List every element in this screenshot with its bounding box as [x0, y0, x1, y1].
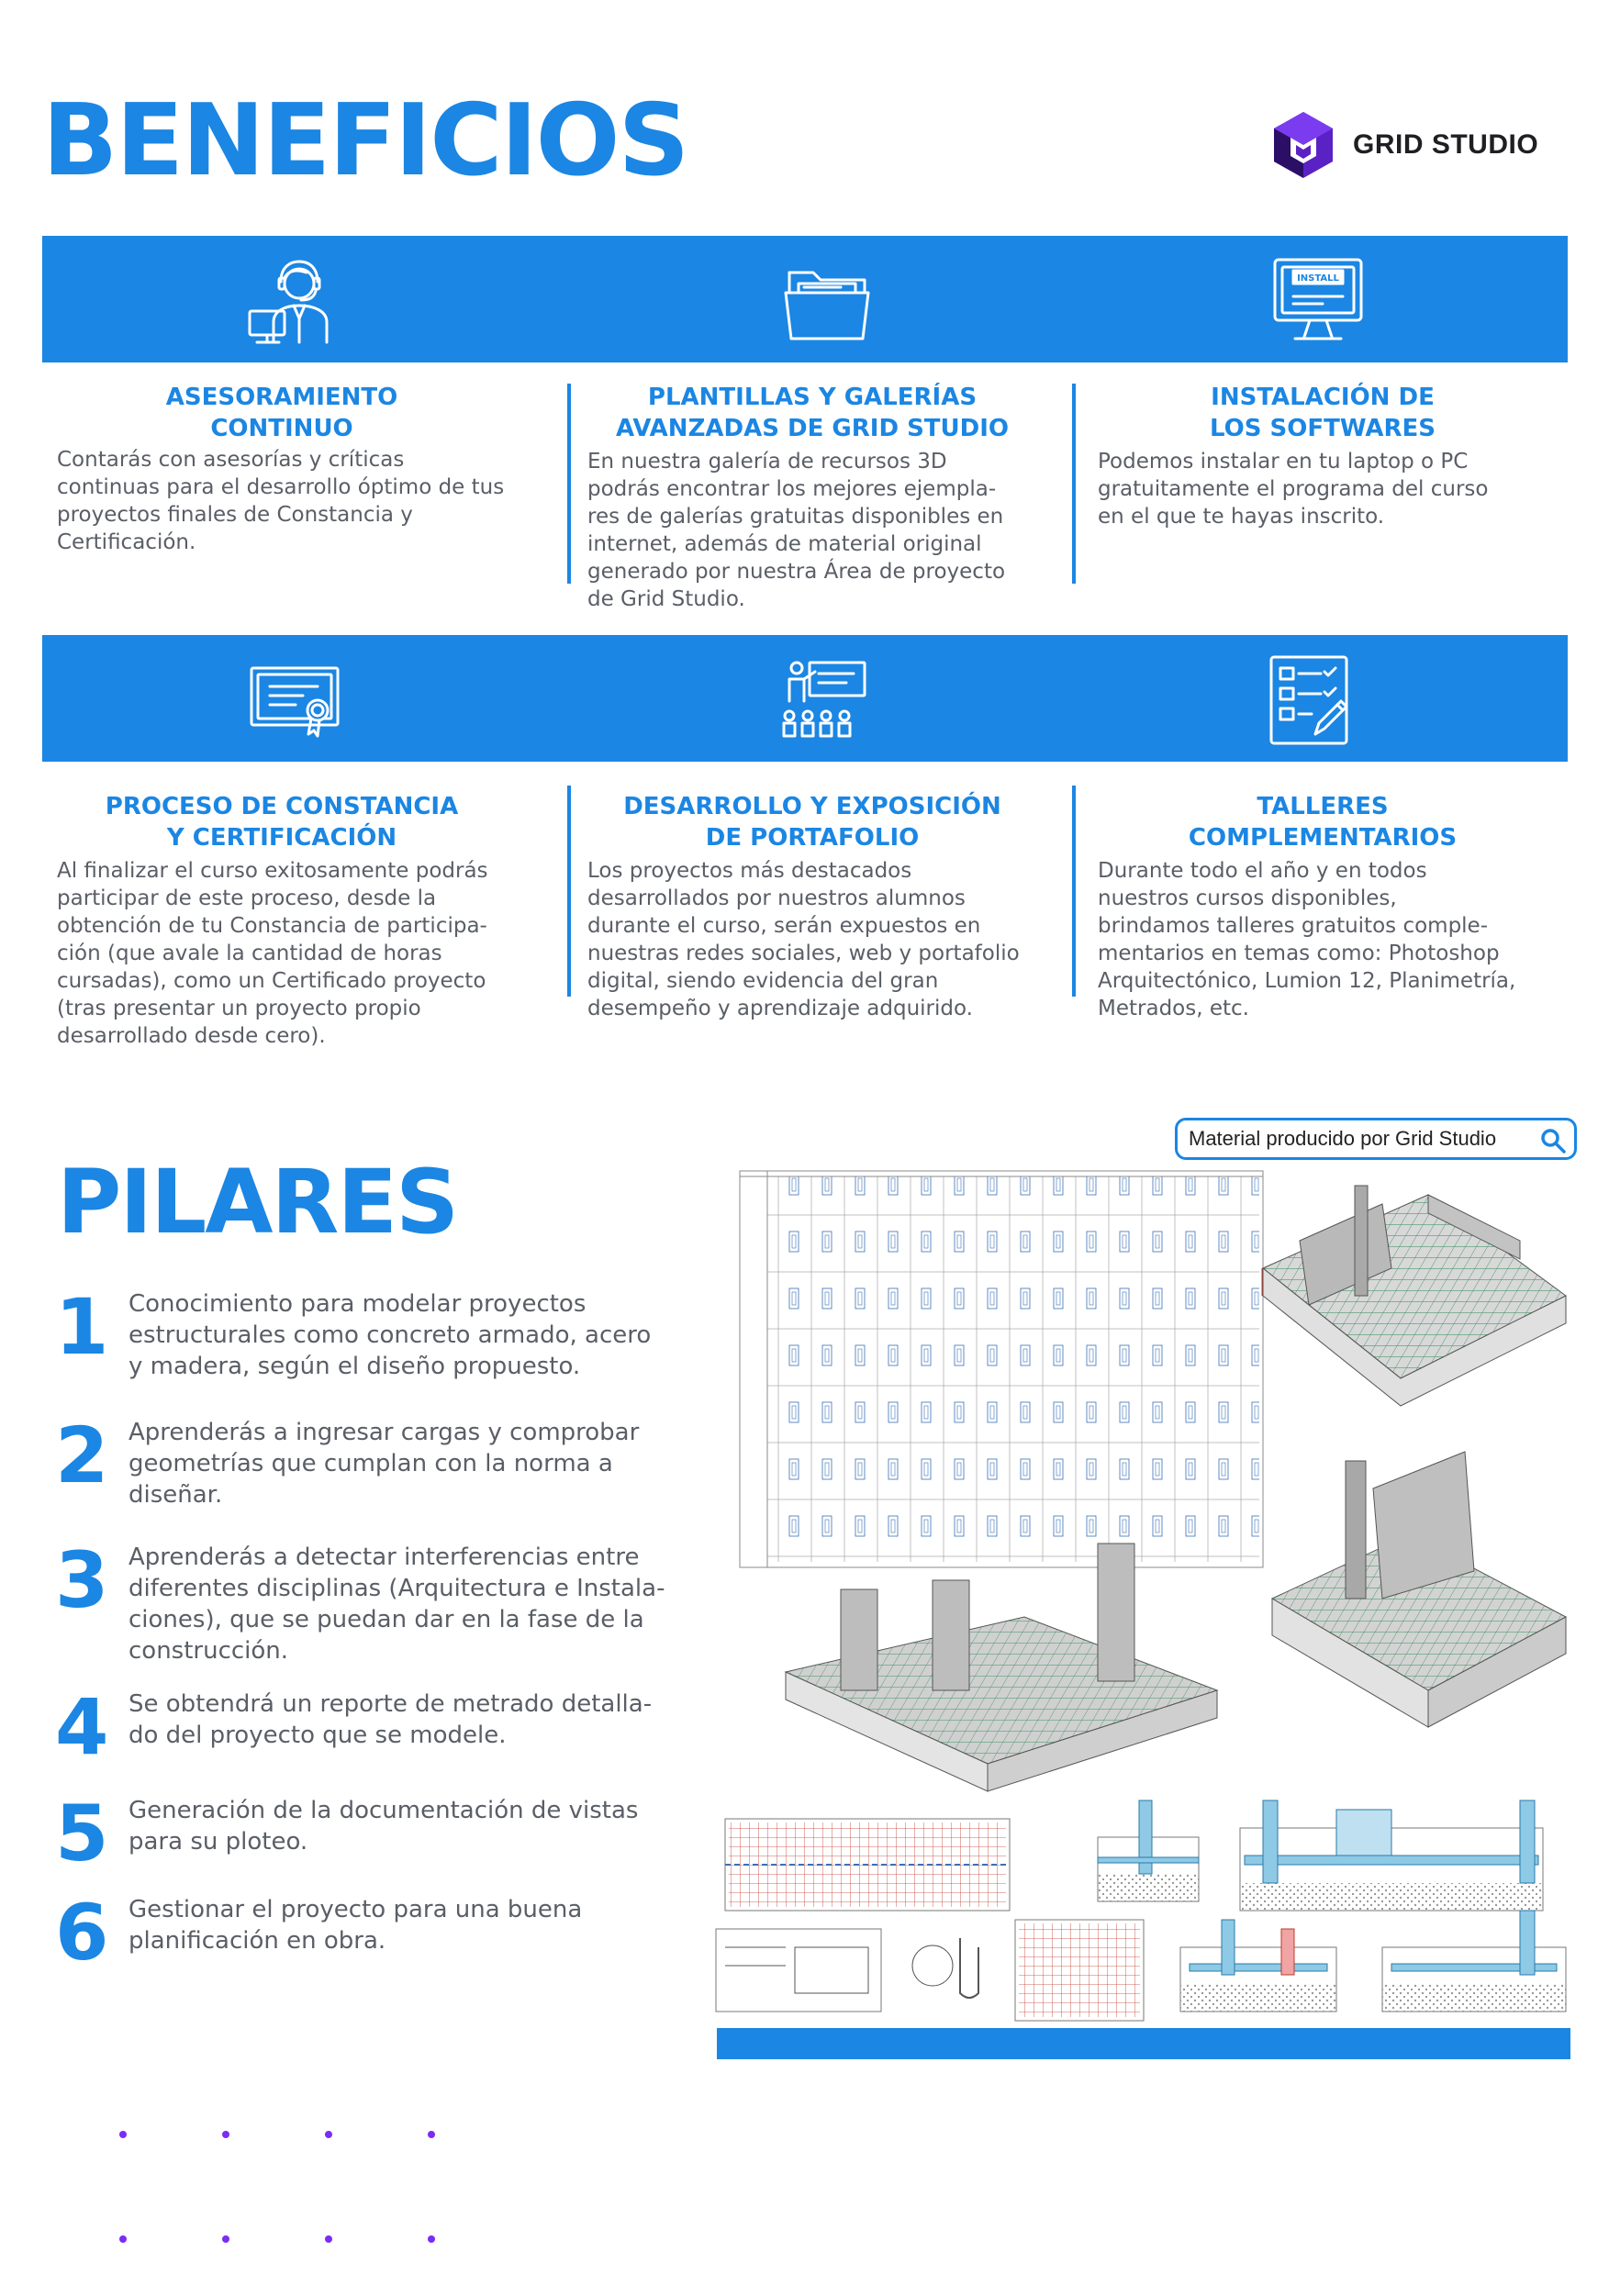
decorative-dots-row [119, 2131, 468, 2149]
dot-decoration [222, 2235, 229, 2243]
install-label: INSTALL [1297, 273, 1339, 284]
benefit-text: Los proyectos más destacados desarrollados por nuestros alumnos durante el curso, serán expuestos en nuestras redes sociales, web y portafolio digital, siendo evidencia del gran desempeño y aprendizaje adquirido. [587, 859, 1020, 1020]
pilar-text: Generación de la documentación de vistas para su ploteo. [128, 1797, 639, 1856]
benefit-title: PROCESO DE CONSTANCIA Y CERTIFICACIÓN [105, 793, 459, 852]
column-divider [1072, 384, 1076, 584]
pilar-number: 1 [55, 1282, 109, 1372]
benefit-text: Contarás con asesorías y críticas continuas para el desarrollo óptimo de tus proyectos finales de Constancia y Certificación. [57, 448, 505, 554]
material-badge[interactable] [1175, 1118, 1577, 1160]
presentation-icon [773, 650, 874, 749]
pilar-text: Aprenderás a detectar interferencias entre diferentes disciplinas (Arquitectura e Instala- ciones), que se puedan dar en la fase de la construcción. [128, 1544, 665, 1665]
pilar-text: Aprenderás a ingresar cargas y comprobar geometrías que cumplan con la norma a diseñar. [128, 1419, 640, 1509]
benefit-text: Al finalizar el curso exitosamente podrás participar de este proceso, desde la obtención de tu Constancia de participa- ción (que avale la cantidad de horas cursadas), como un Certificado proyecto (tras presentar un proyecto propio desarrollado desde cero). [57, 859, 488, 1048]
benefit-portafolio [587, 791, 1037, 1022]
dot-decoration [428, 2235, 435, 2243]
dot-decoration [325, 2235, 332, 2243]
dot-decoration [325, 2131, 332, 2138]
benefits-band-1 [42, 236, 1568, 362]
certificate-icon [244, 650, 345, 749]
material-badge-text: Material producido por Grid Studio [1189, 1127, 1497, 1150]
benefits-band-2 [42, 635, 1568, 762]
benefit-title: ASESORAMIENTO CONTINUO [165, 384, 398, 442]
pilar-item [55, 1282, 698, 1380]
benefit-text: En nuestra galería de recursos 3D podrás encontrar los mejores ejempla- res de galerías gratuitas disponibles en internet, además de material original generado por nuestra Área de proyecto de Grid Studio. [587, 450, 1006, 611]
brand-logo[interactable] [1267, 108, 1560, 182]
dot-decoration [428, 2131, 435, 2138]
dot-decoration [119, 2235, 127, 2243]
structural-drawings-collage [712, 1158, 1575, 2037]
decorative-dots-row [119, 2235, 468, 2254]
benefit-plantillas [587, 382, 1037, 613]
benefit-text: Podemos instalar en tu laptop o PC gratuitamente el programa del curso en el que te hayas inscrito. [1098, 450, 1489, 529]
dot-decoration [119, 2131, 127, 2138]
benefit-instalacion [1098, 382, 1548, 530]
grid-studio-logo-icon [1267, 108, 1340, 182]
pilar-text: Conocimiento para modelar proyectos estructurales como concreto armado, acero y madera, según el diseño propuesto. [128, 1290, 652, 1380]
brand-name: GRID STUDIO [1353, 129, 1539, 160]
pilares-title: PILARES [57, 1151, 458, 1254]
pilar-number: 2 [55, 1410, 109, 1500]
pilar-item [55, 1410, 698, 1509]
column-divider [567, 384, 571, 584]
benefit-talleres [1098, 791, 1548, 1022]
pilar-text: Se obtendrá un reporte de metrado detalla- do del proyecto que se modele. [128, 1690, 653, 1749]
checklist-icon [1258, 650, 1359, 749]
install-monitor-icon [1268, 251, 1369, 350]
benefit-asesoramiento [57, 382, 507, 556]
pilar-item [55, 1888, 698, 1986]
pilar-item [55, 1682, 698, 1780]
support-agent-icon [242, 251, 343, 350]
column-divider [567, 786, 571, 997]
pilar-number: 6 [55, 1888, 109, 1978]
benefit-text: Durante todo el año y en todos nuestros cursos disponibles, brindamos talleres gratuitos comple- mentarios en temas como: Photoshop Arquitectónico, Lumion 12, Planimetría, Metrados, etc. [1098, 859, 1516, 1020]
benefit-title: DESARROLLO Y EXPOSICIÓN DE PORTAFOLIO [623, 793, 1001, 852]
benefit-title: TALLERES COMPLEMENTARIOS [1188, 793, 1458, 852]
column-divider [1072, 786, 1076, 997]
pilar-text: Gestionar el proyecto para una buena planificación en obra. [128, 1896, 583, 1955]
folder-icon [777, 251, 877, 350]
dot-decoration [222, 2131, 229, 2138]
pilar-item [55, 1789, 698, 1887]
gallery-footer-bar [717, 2028, 1570, 2059]
pilar-number: 5 [55, 1789, 109, 1878]
benefit-title: PLANTILLAS Y GALERÍAS AVANZADAS DE GRID STUDIO [615, 384, 1010, 442]
benefit-title: INSTALACIÓN DE LOS SOFTWARES [1210, 384, 1436, 442]
pilar-number: 4 [55, 1682, 109, 1772]
page-title: BENEFICIOS [42, 84, 688, 198]
benefit-constancia [57, 791, 507, 1050]
search-icon [1539, 1127, 1567, 1154]
pilar-number: 3 [55, 1535, 109, 1625]
pilar-item [55, 1535, 698, 1665]
